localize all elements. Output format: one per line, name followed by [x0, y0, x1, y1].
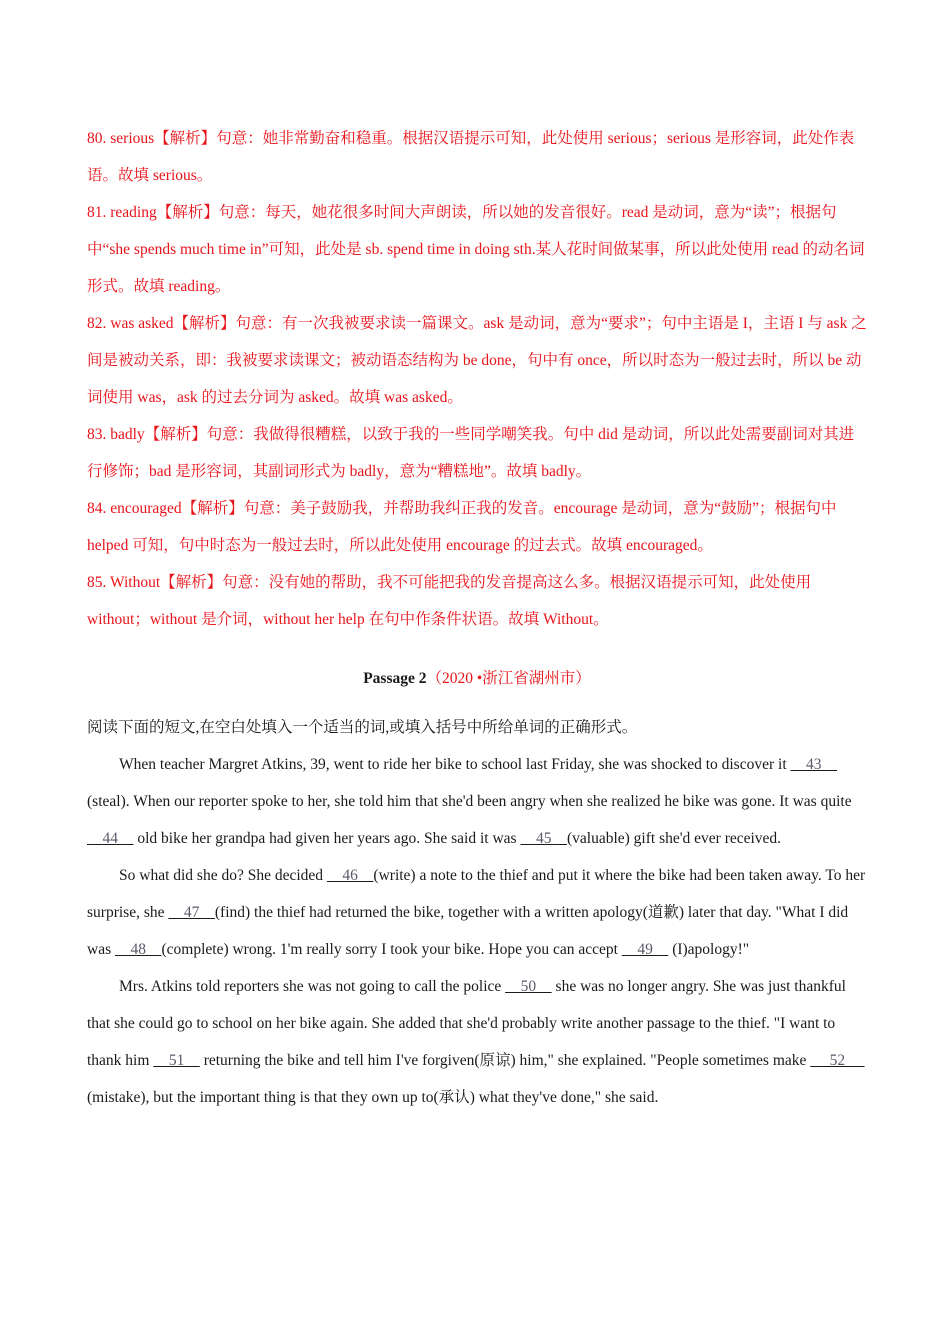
paragraph-3: Mrs. Atkins told reporters she was not going to call the police 50 she was no longer angry. She was just thankful that she could go to school on her bike again. She added that she'd probably write another passage to the thief. "I want to thank him 51 returning the bike and tell him I've forgiven(原谅) him," she explained. "People sometimes make 52 (mistake), but the important thing is that they own up to(承认) what they've done," she said. [87, 968, 867, 1116]
paragraph-1: When teacher Margret Atkins, 39, went to ride her bike to school last Friday, she was shocked to discover it 43 (steal). When our reporter spoke to her, she told him that she'd been angry when she realized he bike was gone. It was quite 44 old bike her grandpa had given her years ago. She said it was 45 (valuable) gift she'd ever received. [87, 746, 867, 857]
blank-46[interactable]: 46 [326, 867, 374, 884]
answer-84: 84. encouraged【解析】句意：美子鼓励我，并帮助我纠正我的发音。encourage 是动词，意为“鼓励”；根据句中 helped 可知，句中时态为一般过去时，所以此处使用 encourage 的过去式。故填 encouraged。 [87, 500, 837, 554]
blank-44[interactable]: 44 [87, 830, 134, 847]
blank-50[interactable]: 50 [505, 978, 552, 995]
answer-80: 80. serious【解析】句意：她非常勤奋和稳重。根据汉语提示可知，此处使用 serious；serious 是形容词，此处作表语。故填 serious。 [87, 130, 855, 184]
blank-51[interactable]: 51 [153, 1052, 200, 1069]
blank-43[interactable]: 43 [790, 756, 838, 773]
passage-instructions: 阅读下面的短文,在空白处填入一个适当的词,或填入括号中所给单词的正确形式。 [87, 719, 638, 736]
passage-title [87, 660, 867, 697]
paragraph-2: So what did she do? She decided 46 (write) a note to the thief and put it where the bike had been taken away. To her surprise, she 47 (find) the thief had returned the bike, together with a written apology(道歉) later that day. "What I did was 48 (complete) wrong. 1'm really sorry I took your bike. Hope you can accept 49 (I)apology!" [87, 857, 867, 968]
passage-name: Passage 2 [363, 670, 427, 687]
blank-48[interactable]: 48 [114, 941, 162, 958]
answer-83: 83. badly【解析】句意：我做得很糟糕，以致于我的一些同学嘲笑我。句中 did 是动词，所以此处需要副词对其进行修饰；bad 是形容词，其副词形式为 badly，意为“糟糕地”。故填 badly。 [87, 426, 855, 480]
blank-49[interactable]: 49 [621, 941, 669, 958]
answer-81: 81. reading【解析】句意：每天，她花很多时间大声朗读，所以她的发音很好。read 是动词，意为“读”；根据句中“she spends much time in”可知，此处是 sb. spend time in doing sth.某人花时间做某事，所以此处使用 read 的动名词形式。故填 reading。 [87, 204, 865, 295]
blank-45[interactable]: 45 [520, 830, 567, 847]
passage-source: （2020 •浙江省湖州市） [426, 670, 591, 687]
answer-82: 82. was asked【解析】句意：有一次我被要求读一篇课文。ask 是动词，意为“要求”；句中主语是 I，主语 I 与 ask 之间是被动关系，即：我被要求读课文；被动语态结构为 be done，句中有 once，所以时态为一般过去时，所以 be 动词使用 was，ask 的过去分词为 asked。故填 was asked。 [87, 315, 867, 406]
document-page [87, 120, 867, 1116]
answer-85: 85. Without【解析】句意：没有她的帮助，我不可能把我的发音提高这么多。根据汉语提示可知，此处使用 without；without 是介词，without her help 在句中作条件状语。故填 Without。 [87, 574, 812, 628]
blank-47[interactable]: 47 [168, 904, 215, 921]
blank-52[interactable]: 52 [810, 1052, 865, 1069]
answer-explanations [87, 120, 867, 638]
